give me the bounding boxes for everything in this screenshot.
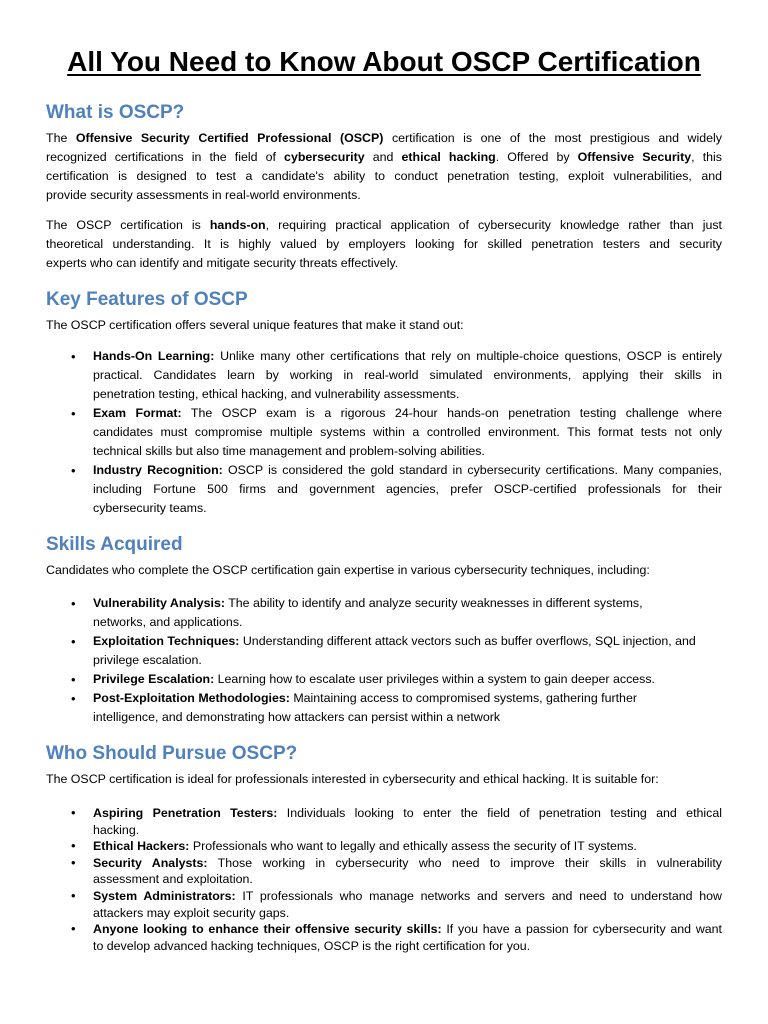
paragraph-hands-on	[46, 216, 722, 273]
pursue-intro: The OSCP certification is ideal for professionals interested in cybersecurity and ethical hacking. It is suitable for:	[46, 772, 659, 786]
list-item: • Anyone looking to enhance their offensive security skills: If you have a passion for cybersecurity and want to develop advanced hacking techniques, OSCP is the right certification for you.	[93, 921, 722, 954]
heading-skills-acquired: Skills Acquired	[46, 534, 183, 555]
skills-list	[93, 594, 722, 727]
list-item: • Vulnerability Analysis: The ability to identify and analyze security weaknesses in different systems, networks, and applications.	[93, 594, 722, 632]
list-item: • Aspiring Penetration Testers: Individuals looking to enter the field of penetration testing and ethical hacking.	[93, 805, 722, 838]
list-item: • System Administrators: IT professionals who manage networks and servers and need to understand how attackers may exploit security gaps.	[93, 888, 722, 921]
paragraph-line: experts who can identify and mitigate security threats effectively.	[46, 256, 399, 270]
list-item: • Security Analysts: Those working in cybersecurity who need to improve their skills in vulnerability assessment and exploitation.	[93, 855, 722, 888]
list-item: • Industry Recognition: OSCP is considered the gold standard in cybersecurity certifications. Many companies, including Fortune 500 firms and government agencies, prefer OSCP-certified professionals for their cybersecurity teams.	[93, 461, 722, 518]
document-title: All You Need to Know About OSCP Certification	[67, 46, 701, 77]
list-item: • Post-Exploitation Methodologies: Maintaining access to compromised systems, gathering further intelligence, and demonstrating how attackers can persist within a network	[93, 689, 722, 727]
paragraph-line: The Offensive Security Certified Professional (OSCP) certification is one of the most prestigious and widely	[46, 131, 722, 145]
features-list	[93, 347, 722, 518]
paragraph-line: The OSCP certification is hands-on, requiring practical application of cybersecurity knowledge rather than just	[46, 218, 722, 232]
list-item: • Exam Format: The OSCP exam is a rigorous 24-hour hands-on penetration testing challenge where candidates must compromise multiple systems within a controlled environment. This format tests not only technical skills but also time management and problem-solving abilities.	[93, 404, 722, 461]
heading-who-should-pursue: Who Should Pursue OSCP?	[46, 743, 298, 764]
list-item: • Exploitation Techniques: Understanding different attack vectors such as buffer overflows, SQL injection, and privilege escalation.	[93, 632, 722, 670]
pursue-list	[93, 805, 722, 954]
paragraph-line: recognized certifications in the field of cybersecurity and ethical hacking. Offered by Offensive Security, this	[46, 150, 722, 164]
heading-what-is-oscp: What is OSCP?	[46, 102, 185, 123]
paragraph-line: provide security assessments in real-world environments.	[46, 188, 361, 202]
paragraph-line: certification is designed to test a candidate's ability to conduct penetration testing, exploit vulnerabilities, and	[46, 169, 722, 183]
list-item: • Ethical Hackers: Professionals who want to legally and ethically assess the security of IT systems.	[93, 838, 722, 855]
list-item: • Privilege Escalation: Learning how to escalate user privileges within a system to gain deeper access.	[93, 670, 722, 689]
heading-key-features: Key Features of OSCP	[46, 289, 248, 310]
features-intro: The OSCP certification offers several unique features that make it stand out:	[46, 318, 464, 332]
paragraph-line: theoretical understanding. It is highly valued by employers looking for skilled penetration testers and security	[46, 237, 722, 251]
list-item: • Hands-On Learning: Unlike many other certifications that rely on multiple-choice questions, OSCP is entirely practical. Candidates learn by working in real-world simulated environments, applying their skills in penetration testing, ethical hacking, and vulnerability assessments.	[93, 347, 722, 404]
skills-intro: Candidates who complete the OSCP certification gain expertise in various cybersecurity techniques, including:	[46, 563, 650, 577]
paragraph-oscp-definition	[46, 129, 722, 205]
